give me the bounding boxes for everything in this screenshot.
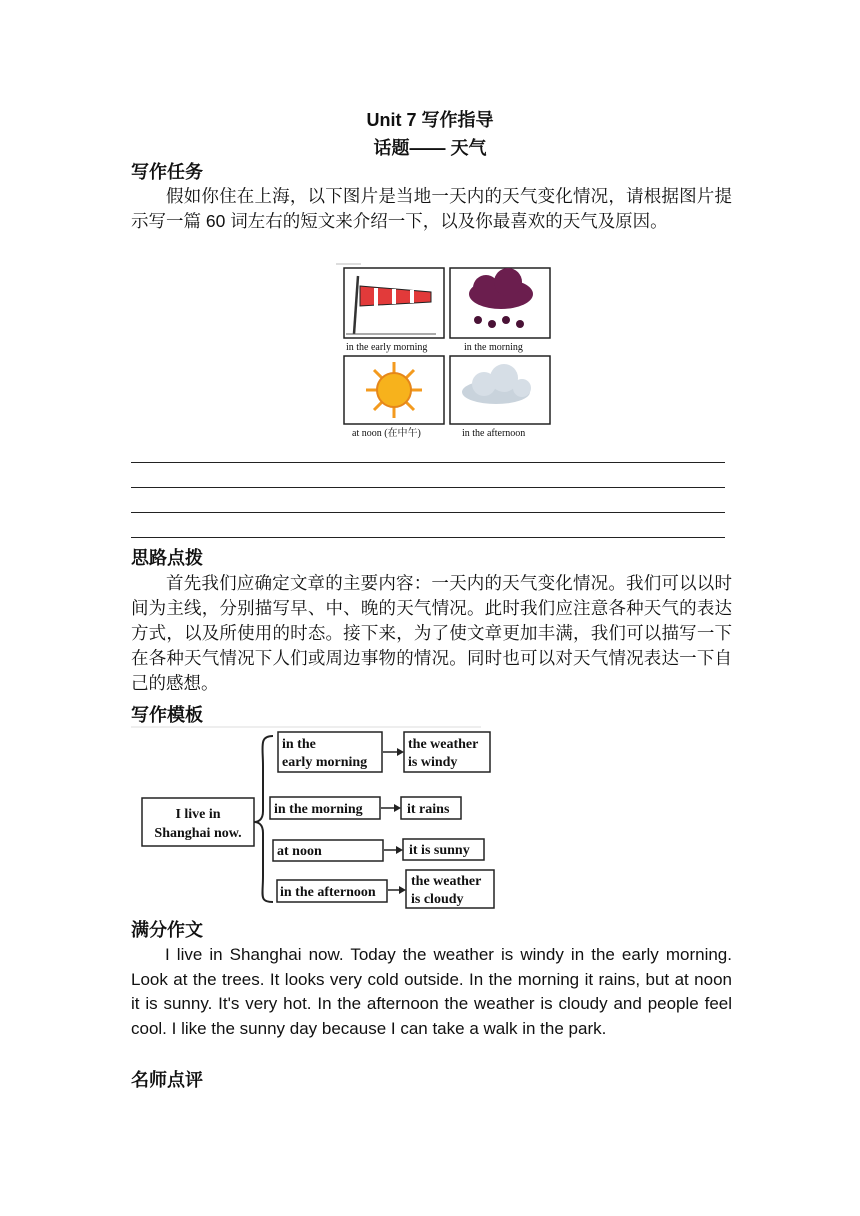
caption-afternoon: in the afternoon: [462, 428, 526, 439]
row4-weather-line-1: the weather: [411, 874, 482, 889]
document-title: Unit 7 写作指导: [366, 110, 494, 130]
row2-time: in the morning: [274, 802, 363, 817]
review-heading: 名师点评: [131, 1070, 203, 1090]
row3-weather: it is sunny: [409, 843, 470, 858]
ideas-text: 首先我们应确定文章的主要内容：一天内的天气变化情况。我们可以以时间为主线，分别描写早、中、晚的天气情况。此时我们应注意各种天气的表达方式，以及所使用的时态。接下来，为了使文章更加丰满，我们可以描写一下在各种天气情况下人们或周边事物的情况。同时也可以对天气情况表达一下自己的感想。: [131, 573, 732, 693]
essay-heading: 满分作文: [131, 920, 203, 940]
row2-weather: it rains: [407, 802, 450, 817]
rain-cloud-icon: [450, 268, 550, 338]
task-heading: 写作任务: [131, 162, 203, 182]
row1-weather-line-1: the weather: [408, 737, 479, 752]
root-line-2: Shanghai now.: [154, 826, 242, 841]
row3-time: at noon: [277, 844, 322, 859]
row1-weather-line-2: is windy: [408, 755, 458, 770]
caption-morning: in the morning: [464, 342, 523, 353]
task-text: 假如你住在上海，以下图片是当地一天内的天气变化情况，请根据图片提示写一篇 60 词左右的短文来介绍一下，以及你最喜欢的天气及原因。: [131, 186, 732, 231]
windsock-icon: [344, 268, 444, 338]
root-line-1: I live in: [175, 807, 221, 822]
row1-time-line-2: early morning: [282, 755, 368, 770]
cloud-icon: [450, 356, 550, 424]
writing-template-diagram: [131, 726, 501, 911]
caption-noon: at noon (在中午): [352, 428, 421, 439]
row4-weather-line-2: is cloudy: [411, 892, 464, 907]
answer-line-1[interactable]: [131, 462, 725, 463]
row1-time-line-1: in the: [282, 737, 316, 752]
answer-line-3[interactable]: [131, 512, 725, 513]
essay-text: I live in Shanghai now. Today the weather is windy in the early morning. Look at the trees. It looks very cold outside. In the morning it rains, but at noon it is sunny. It's very hot. In the afternoon the weather is cloudy and people feel cool. I like the sunny day because I can take a walk in the park.: [131, 945, 732, 1038]
template-heading: 写作模板: [131, 705, 203, 725]
weather-pictures: [336, 262, 556, 442]
row4-time: in the afternoon: [280, 885, 376, 900]
caption-early-morning: in the early morning: [346, 342, 428, 353]
answer-line-4[interactable]: [131, 537, 725, 538]
topic-subtitle: 话题—— 天气: [373, 138, 487, 158]
ideas-heading: 思路点拨: [131, 548, 203, 568]
answer-line-2[interactable]: [131, 487, 725, 488]
sun-icon: [344, 356, 444, 424]
